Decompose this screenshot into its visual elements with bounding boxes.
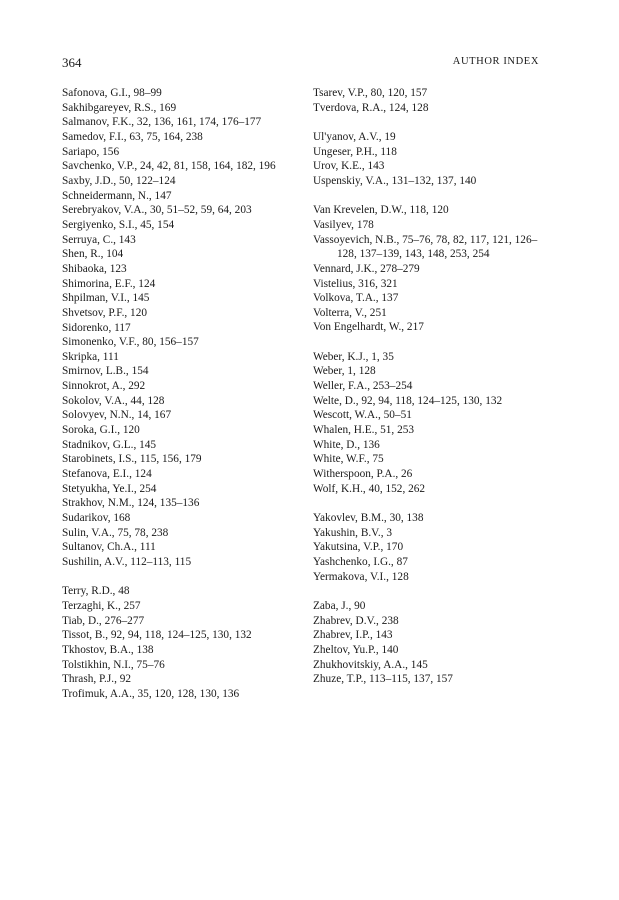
index-entry: Zhukhovitskiy, A.A., 145 <box>313 658 428 671</box>
index-entry: Zaba, J., 90 <box>313 599 366 612</box>
index-entry: Shen, R., 104 <box>62 248 124 261</box>
index-entry: Yakovlev, B.M., 30, 138 <box>313 511 424 524</box>
index-entry: Volterra, V., 251 <box>313 306 387 319</box>
index-entry: Terry, R.D., 48 <box>62 585 130 598</box>
index-entry: Shvetsov, P.F., 120 <box>62 306 147 319</box>
index-entry: Stadnikov, G.L., 145 <box>62 438 157 451</box>
index-entry: Sulin, V.A., 75, 78, 238 <box>62 526 169 539</box>
index-letter-group <box>313 203 543 335</box>
index-entry: Yakushin, B.V., 3 <box>313 526 393 539</box>
index-entry: Stefanova, E.I., 124 <box>62 468 152 481</box>
index-entry: Tiab, D., 276–277 <box>62 614 145 627</box>
index-entry: Thrash, P.J., 92 <box>62 673 132 686</box>
index-entry: Safonova, G.I., 98–99 <box>62 87 162 99</box>
index-entry: Strakhov, N.M., 124, 135–136 <box>62 497 200 510</box>
index-entry: Simonenko, V.F., 80, 156–157 <box>62 336 199 349</box>
index-entry: Yermakova, V.I., 128 <box>313 570 409 583</box>
index-entry: Witherspoon, P.A., 26 <box>313 468 413 481</box>
index-entry: Sinnokrot, A., 292 <box>62 380 146 393</box>
running-title: AUTHOR INDEX <box>452 56 539 67</box>
index-entry: Tolstikhin, N.I., 75–76 <box>62 658 165 671</box>
index-entry: Weber, K.J., 1, 35 <box>313 350 394 363</box>
index-entry: Sidorenko, 117 <box>62 321 131 334</box>
index-entry: Yashchenko, I.G., 87 <box>313 555 408 568</box>
index-entry: Sariapo, 156 <box>62 145 120 158</box>
index-entry: Vassoyevich, N.B., 75–76, 78, 82, 117, 121, 126–128, 137–139, 143, 148, 253, 254 <box>313 233 538 261</box>
index-entry: Zhuze, T.P., 113–115, 137, 157 <box>313 673 453 686</box>
index-entry: Wolf, K.H., 40, 152, 262 <box>313 482 426 495</box>
index-entry: Urov, K.E., 143 <box>313 160 385 173</box>
index-entry: Weller, F.A., 253–254 <box>313 380 413 393</box>
index-entry: Volkova, T.A., 137 <box>313 292 399 305</box>
index-entry: Shpilman, V.I., 145 <box>62 292 150 305</box>
index-entry: Serebryakov, V.A., 30, 51–52, 59, 64, 203 <box>62 204 252 217</box>
index-entry: Welte, D., 92, 94, 118, 124–125, 130, 132 <box>313 394 503 407</box>
index-entry: White, D., 136 <box>313 438 380 451</box>
index-entry: Schneidermann, N., 147 <box>62 189 172 202</box>
index-letter-group <box>313 350 543 497</box>
page-number: 364 <box>62 55 82 70</box>
index-entry: Sushilin, A.V., 112–113, 115 <box>62 556 192 568</box>
index-entry: Soroka, G.I., 120 <box>62 424 140 437</box>
index-entry: Sultanov, Ch.A., 111 <box>62 541 156 554</box>
index-entry: Vasilyev, 178 <box>313 218 374 231</box>
index-column-left <box>62 86 298 716</box>
index-letter-group <box>313 511 543 584</box>
index-letter-group <box>62 86 298 570</box>
index-letter-group <box>313 599 543 687</box>
page-header <box>62 55 539 71</box>
index-entry: Saxby, J.D., 50, 122–124 <box>62 174 176 187</box>
index-entry: Von Engelhardt, W., 217 <box>313 321 424 334</box>
index-entry: Zheltov, Yu.P., 140 <box>313 643 399 656</box>
index-entry: Yakutsina, V.P., 170 <box>313 541 404 554</box>
index-entry: Zhabrev, D.V., 238 <box>313 614 399 627</box>
index-entry: Wescott, W.A., 50–51 <box>313 409 412 422</box>
index-entry: Savchenko, V.P., 24, 42, 81, 158, 164, 182, 196 <box>62 160 276 173</box>
index-entry: Samedov, F.I., 63, 75, 164, 238 <box>62 130 203 143</box>
index-entry: Salmanov, F.K., 32, 136, 161, 174, 176–177 <box>62 116 262 129</box>
index-entry: Sergiyenko, S.I., 45, 154 <box>62 218 175 231</box>
index-entry: Ungeser, P.H., 118 <box>313 145 397 158</box>
index-entry: Tissot, B., 92, 94, 118, 124–125, 130, 132 <box>62 629 252 642</box>
index-entry: Tsarev, V.P., 80, 120, 157 <box>313 87 428 99</box>
index-entry: White, W.F., 75 <box>313 453 384 466</box>
index-entry: Vistelius, 316, 321 <box>313 277 398 290</box>
index-entry: Whalen, H.E., 51, 253 <box>313 424 415 437</box>
index-column-right <box>313 86 543 701</box>
index-letter-group <box>313 86 543 115</box>
index-entry: Starobinets, I.S., 115, 156, 179 <box>62 453 202 466</box>
index-entry: Stetyukha, Ye.I., 254 <box>62 482 157 495</box>
index-entry: Solovyev, N.N., 14, 167 <box>62 409 172 422</box>
index-entry: Uspenskiy, V.A., 131–132, 137, 140 <box>313 174 477 187</box>
index-entry: Skripka, 111 <box>62 350 119 363</box>
index-entry: Sudarikov, 168 <box>62 512 131 525</box>
index-entry: Tverdova, R.A., 124, 128 <box>313 101 429 114</box>
index-letter-group <box>62 584 298 701</box>
index-entry: Vennard, J.K., 278–279 <box>313 262 420 275</box>
index-entry: Sokolov, V.A., 44, 128 <box>62 394 165 407</box>
index-entry: Shibaoka, 123 <box>62 262 127 275</box>
index-entry: Smirnov, L.B., 154 <box>62 365 149 378</box>
index-entry: Weber, 1, 128 <box>313 365 376 378</box>
index-letter-group <box>313 130 543 189</box>
index-entry: Zhabrev, I.P., 143 <box>313 629 393 642</box>
index-entry: Trofimuk, A.A., 35, 120, 128, 130, 136 <box>62 687 240 700</box>
index-entry: Tkhostov, B.A., 138 <box>62 643 154 656</box>
index-entry: Serruya, C., 143 <box>62 233 136 246</box>
index-entry: Ul'yanov, A.V., 19 <box>313 130 396 143</box>
index-entry: Sakhibgareyev, R.S., 169 <box>62 101 177 114</box>
index-entry: Shimorina, E.F., 124 <box>62 277 156 290</box>
index-entry: Terzaghi, K., 257 <box>62 599 141 612</box>
index-entry: Van Krevelen, D.W., 118, 120 <box>313 204 449 217</box>
